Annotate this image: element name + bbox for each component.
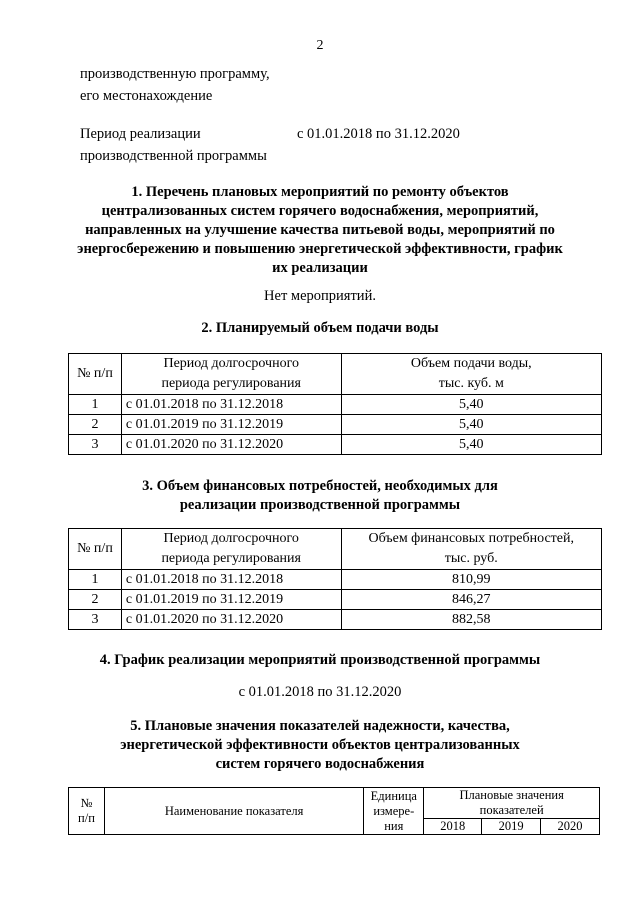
intro-line-2: его местонахождение [80, 88, 213, 104]
section-4-title: 4. График реализации мероприятий производственной программы [99, 652, 541, 668]
table-row [69, 590, 602, 610]
table-header-row [69, 529, 602, 570]
header-planned-values [424, 788, 600, 819]
row-num: 3 [69, 610, 122, 630]
table-row [69, 570, 602, 590]
intro-line-1: производственную программу, [80, 66, 270, 82]
row-value: 882,58 [341, 610, 602, 630]
row-period: с 01.01.2020 по 31.12.2020 [121, 610, 341, 630]
period-value: с 01.01.2018 по 31.12.2020 [297, 126, 460, 142]
section-1-title-line: 1. Перечень плановых мероприятий по ремонту объектов [131, 184, 509, 200]
header-indicator-name: Наименование показателя [104, 788, 363, 835]
header-year: 2018 [424, 819, 482, 835]
row-num: 1 [69, 570, 122, 590]
header-planned-line-2: показателей [479, 803, 544, 817]
header-planned-line-1: Плановые значения [459, 788, 564, 802]
table-row [69, 610, 602, 630]
header-num [69, 788, 105, 835]
header-period-line-1: Период долгосрочного [163, 531, 299, 546]
table-header-row [69, 788, 600, 819]
section-1-title-line: направленных на улучшение качества питьевой воды, мероприятий по [85, 222, 555, 238]
section-5-title-line-2: энергетической эффективности объектов централизованных [120, 737, 520, 753]
indicators-table [68, 787, 600, 835]
table-row [69, 395, 602, 415]
row-period: с 01.01.2018 по 31.12.2018 [121, 395, 341, 415]
row-num: 3 [69, 435, 122, 455]
page-number: 2 [316, 38, 324, 53]
section-5-title-line-3: систем горячего водоснабжения [215, 756, 425, 772]
header-num-line-1: № [80, 796, 93, 810]
section-3-title-line-2: реализации производственной программы [179, 497, 461, 513]
header-value-line-1: Объем подачи воды, [410, 356, 532, 371]
section-1-title-line: централизованных систем горячего водоснабжения, мероприятий, [101, 203, 539, 219]
row-period: с 01.01.2019 по 31.12.2019 [121, 415, 341, 435]
header-year: 2020 [541, 819, 600, 835]
section-1-title-line: энергосбережению и повышению энергетической эффективности, график [77, 241, 563, 257]
period-label-line-2: производственной программы [80, 148, 267, 164]
row-value: 5,40 [341, 395, 601, 415]
table-row [69, 415, 602, 435]
row-num: 1 [69, 395, 122, 415]
row-period: с 01.01.2018 по 31.12.2018 [121, 570, 341, 590]
row-period: с 01.01.2020 по 31.12.2020 [121, 435, 341, 455]
header-unit-line-3: ния [384, 818, 404, 833]
period-label-line-1: Период реализации [80, 126, 201, 142]
table-row [69, 435, 602, 455]
row-period: с 01.01.2019 по 31.12.2019 [121, 590, 341, 610]
row-value: 846,27 [341, 590, 602, 610]
header-period [121, 529, 341, 570]
row-value: 810,99 [341, 570, 602, 590]
section-4-period: с 01.01.2018 по 31.12.2020 [238, 684, 402, 700]
row-value: 5,40 [341, 415, 601, 435]
water-volume-table [68, 353, 602, 455]
header-value-line-2: тыс. куб. м [438, 376, 504, 391]
header-period-line-2: периода регулирования [161, 551, 301, 566]
financial-needs-table [68, 528, 602, 630]
header-year: 2019 [482, 819, 541, 835]
row-value: 5,40 [341, 435, 601, 455]
section-2-title: 2. Планируемый объем подачи воды [201, 320, 439, 336]
header-period-line-1: Период долгосрочного [163, 356, 299, 371]
header-unit-line-1: Единица [370, 788, 417, 803]
header-unit [364, 788, 424, 835]
section-3-title-line-1: 3. Объем финансовых потребностей, необходимых для [142, 478, 498, 494]
header-value-line-1: Объем финансовых потребностей, [368, 531, 574, 546]
header-num: № п/п [69, 529, 122, 570]
header-value [341, 529, 602, 570]
section-1-title-line: их реализации [272, 260, 368, 276]
header-value [341, 354, 601, 395]
section-1-text: Нет мероприятий. [264, 288, 376, 304]
header-value-line-2: тыс. руб. [444, 551, 498, 566]
section-5-title-line-1: 5. Плановые значения показателей надежности, качества, [130, 718, 510, 734]
row-num: 2 [69, 415, 122, 435]
header-unit-line-2: измере- [373, 803, 415, 818]
table-header-row [69, 354, 602, 395]
row-num: 2 [69, 590, 122, 610]
header-num: № п/п [69, 354, 122, 395]
header-num-line-2: п/п [78, 811, 95, 825]
header-period [121, 354, 341, 395]
header-period-line-2: периода регулирования [161, 376, 301, 391]
